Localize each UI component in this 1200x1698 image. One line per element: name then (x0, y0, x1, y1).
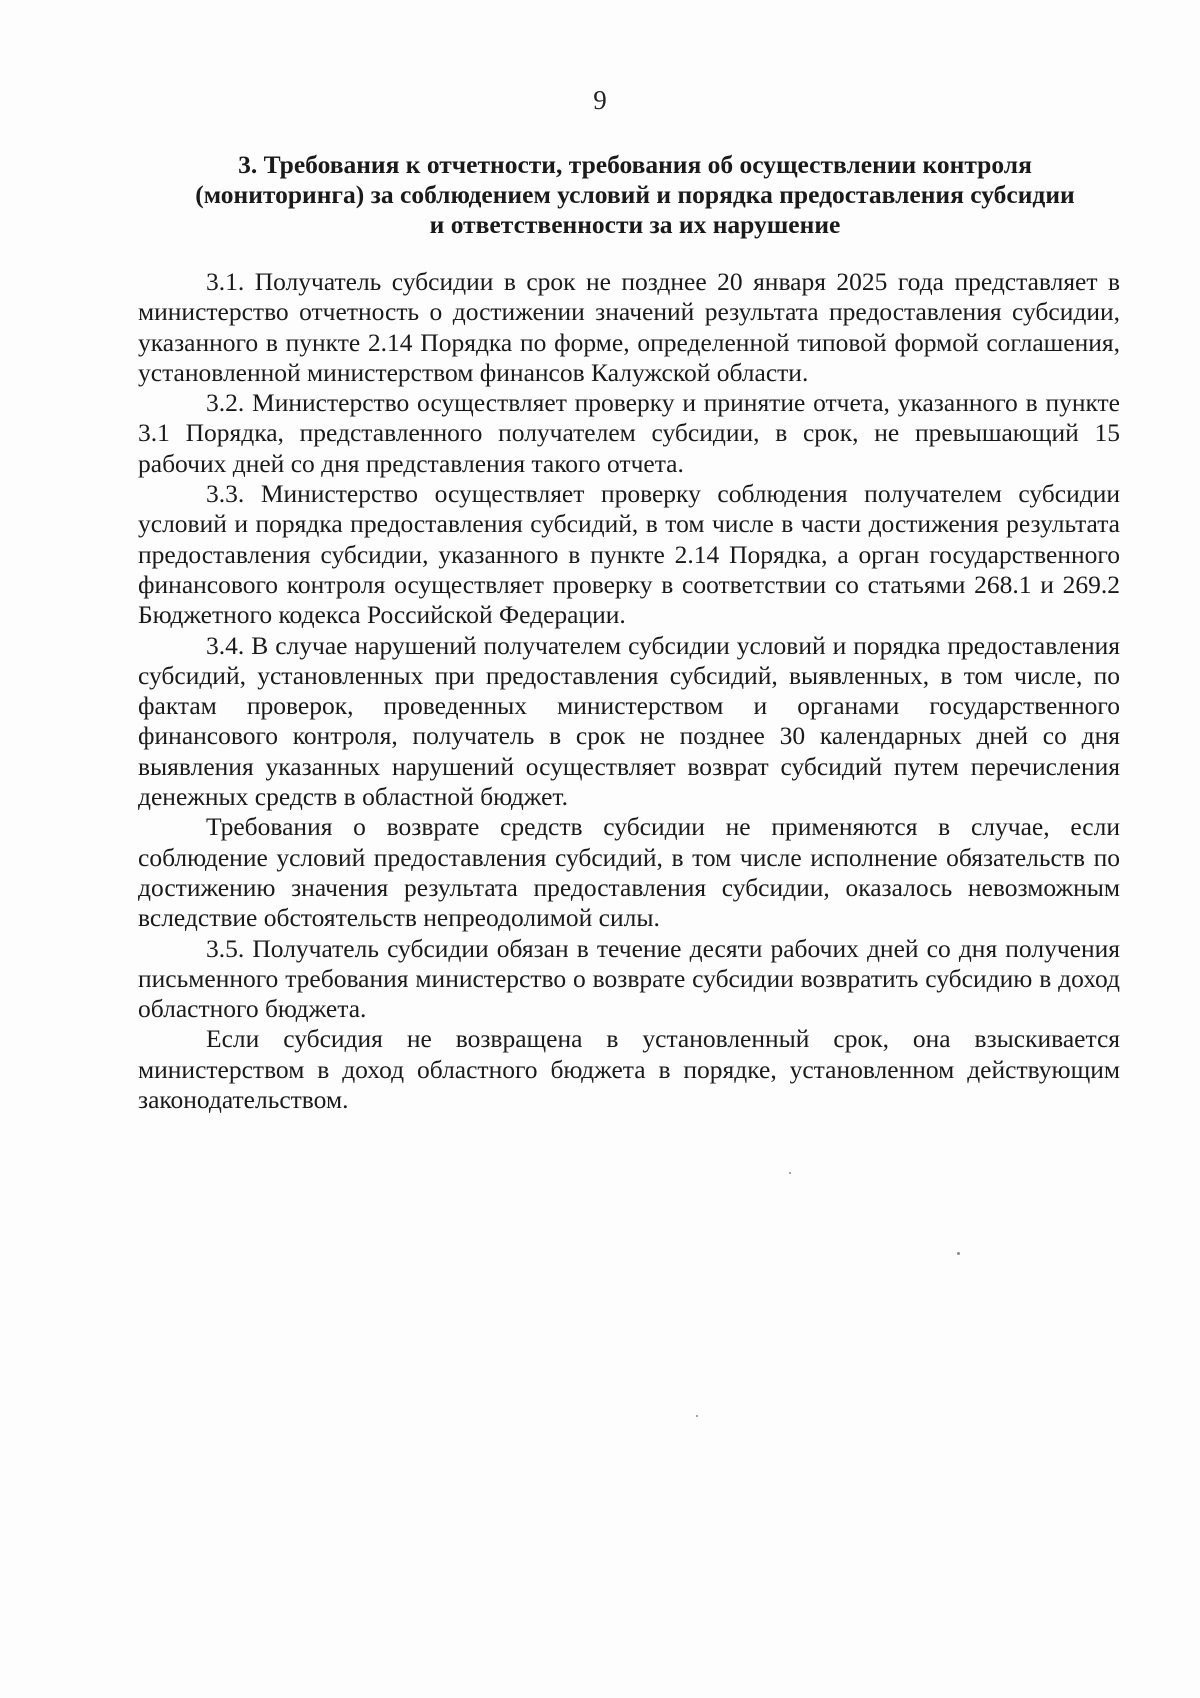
scan-speck (789, 1172, 791, 1174)
scan-speck (696, 1415, 698, 1417)
paragraph-3-2: 3.2. Министерство осуществляет проверку и принятие отчета, указанного в пункте 3.1 Порядка, представленного получателем субсидии, в срок, не превышающий 15 рабочих дней со дня представления такого отчета. (138, 388, 1120, 478)
paragraph-3-4: 3.4. В случае нарушений получателем субсидии условий и порядка предоставления субсидий, установленных при предоставления субсидий, выявленных, в том числе, по фактам проверок, проведенных министерством и органами государственного финансового контроля, получатель в срок не позднее 30 календарных дней со дня выявления указанных нарушений осуществляет возврат субсидий путем перечисления денежных средств в областной бюджет. (138, 630, 1120, 812)
section-title-line-1: 3. Требования к отчетности, требования об осуществлении контроля (238, 150, 1032, 179)
paragraph-3-5: 3.5. Получатель субсидии обязан в течение десяти рабочих дней со дня получения письменного требования министерство о возврате субсидии возвратить субсидию в доход областного бюджета. (138, 933, 1120, 1024)
section-title-line-3: и ответственности за их нарушение (429, 210, 841, 239)
paragraph-3-4-note: Требования о возврате средств субсидии не применяются в случае, если соблюдение условий предоставления субсидий, в том числе исполнение обязательств по достижению значения результата предоставления субсидии, оказалось невозможным вследствие обстоятельств непреодолимой силы. (138, 812, 1120, 933)
scan-speck (957, 1252, 960, 1255)
section-title (150, 150, 1120, 240)
paragraph-3-1: 3.1. Получатель субсидии в срок не позднее 20 января 2025 года представляет в министерство отчетность о достижении значений результата предоставления субсидии, указанного в пункте 2.14 Порядка по форме, определенной типовой формой соглашения, установленной министерством финансов Калужской области. (138, 267, 1120, 387)
paragraph-3-5-note: Если субсидия не возвращена в установленный срок, она взыскивается министерством в доход областного бюджета в порядке, установленном действующим законодательством. (138, 1024, 1120, 1115)
paragraph-3-3: 3.3. Министерство осуществляет проверку соблюдения получателем субсидии условий и порядка предоставления субсидий, в том числе в части достижения результата предоставления субсидии, указанного в пункте 2.14 Порядка, а орган государственного финансового контроля осуществляет проверку в соответствии со статьями 268.1 и 269.2 Бюджетного кодекса Российской Федерации. (138, 479, 1120, 630)
document-body (138, 267, 1120, 1115)
section-title-line-2: (мониторинга) за соблюдением условий и порядка предоставления субсидии (195, 180, 1075, 209)
page-number: 9 (593, 85, 607, 115)
